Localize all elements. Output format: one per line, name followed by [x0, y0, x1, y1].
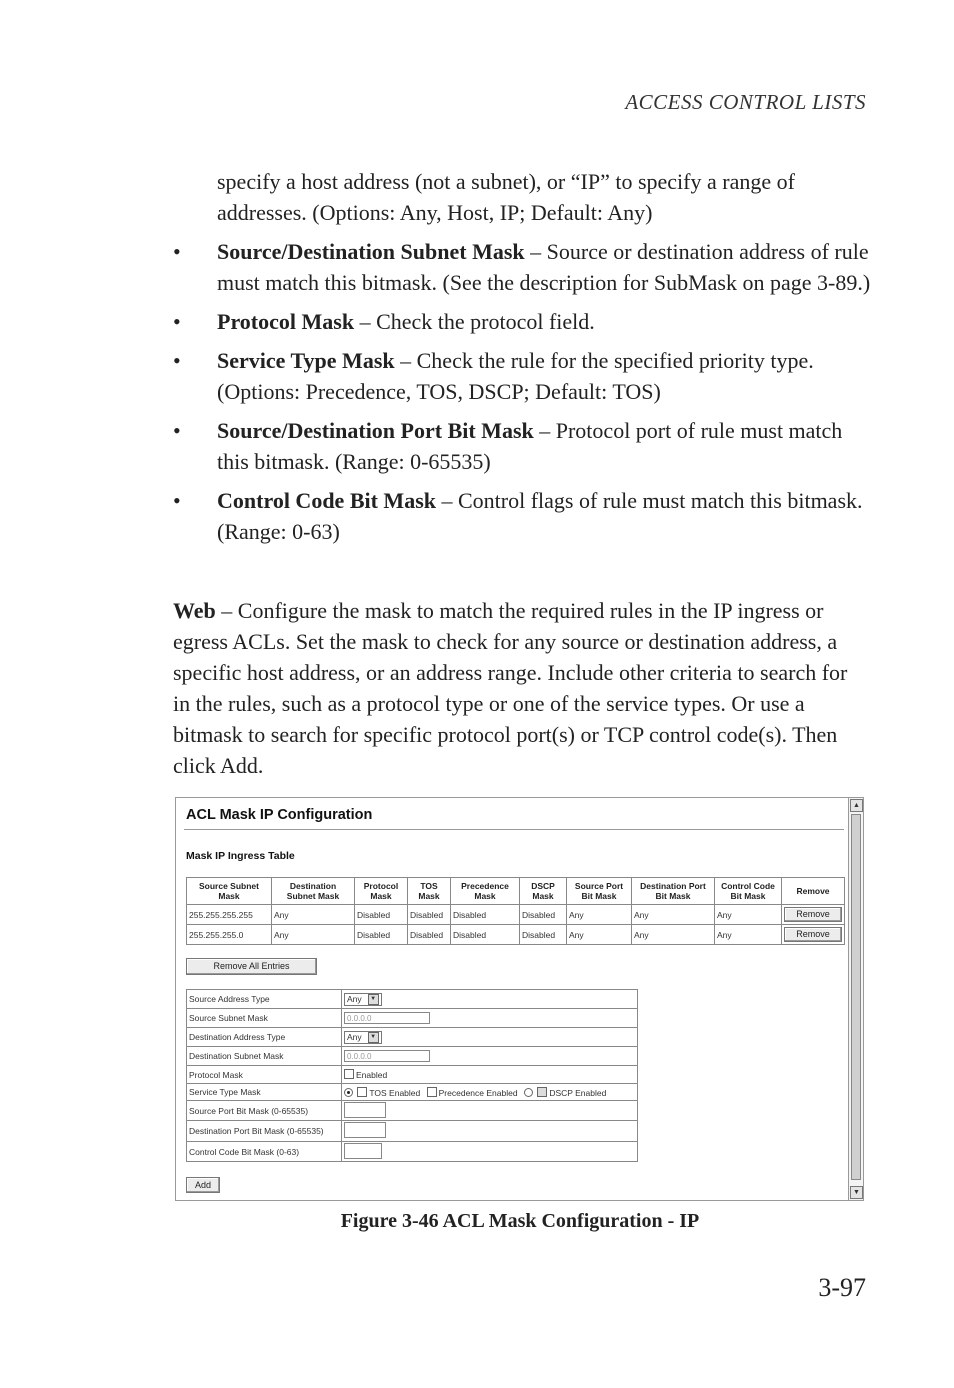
cell: Any [715, 905, 782, 925]
col-dscp-mask: DSCP Mask [520, 878, 567, 905]
form-cell [342, 1121, 638, 1142]
cell: Disabled [451, 905, 520, 925]
bullet-list [173, 236, 873, 555]
cell: 255.255.255.0 [187, 925, 272, 945]
bullet-dot: • [173, 488, 181, 513]
protocol-mask-checkbox[interactable] [344, 1069, 354, 1079]
form-cell [342, 1084, 638, 1101]
list-item [173, 485, 873, 547]
table-row [187, 925, 845, 945]
bullet-dot: • [173, 309, 181, 334]
tos-radio[interactable] [344, 1088, 353, 1097]
remove-all-entries-button[interactable]: Remove All Entries [186, 958, 317, 975]
control-code-bit-mask-label: Control Code Bit Mask (0-63) [187, 1142, 342, 1162]
vertical-scrollbar[interactable] [848, 798, 863, 1200]
page-number: 3-97 [818, 1273, 866, 1302]
tos-label: TOS Enabled [369, 1087, 421, 1098]
protocol-mask-label: Protocol Mask [187, 1066, 342, 1084]
destination-address-type-select[interactable]: Any ▼ [344, 1031, 382, 1044]
bullet-term: Source/Destination Subnet Mask [217, 239, 525, 264]
form-cell [342, 1066, 638, 1084]
scroll-thumb[interactable] [851, 814, 861, 1180]
precedence-checkbox[interactable] [427, 1087, 437, 1097]
dscp-checkbox[interactable] [537, 1087, 547, 1097]
cell [782, 925, 845, 945]
precedence-label: Precedence Enabled [438, 1087, 518, 1098]
form-row [187, 1047, 638, 1066]
service-type-mask-label: Service Type Mask [187, 1084, 342, 1101]
source-address-type-select[interactable]: Any ▼ [344, 993, 382, 1006]
source-subnet-mask-input[interactable]: 0.0.0.0 [344, 1012, 430, 1024]
scroll-down-icon[interactable]: ▼ [850, 1186, 863, 1199]
bullet-dot: • [173, 418, 181, 443]
col-destination-port-bit-mask: Destination Port Bit Mask [632, 878, 715, 905]
chevron-down-icon: ▼ [368, 994, 379, 1005]
figure-caption: Figure 3-46 ACL Mask Configuration - IP [340, 1210, 700, 1232]
dscp-radio[interactable] [524, 1088, 533, 1097]
bullet-desc: – Check the rule for the specified priority type. (Options: Precedence, TOS, DSCP; Default: TOS) [217, 348, 814, 404]
col-source-port-bit-mask: Source Port Bit Mask [567, 878, 632, 905]
col-protocol-mask: Protocol Mask [355, 878, 408, 905]
form-cell [342, 1009, 638, 1028]
add-button[interactable]: Add [186, 1177, 220, 1193]
web-term: Web [173, 598, 216, 623]
table-header-row [187, 878, 845, 905]
cell: Disabled [408, 905, 451, 925]
destination-port-bit-mask-label: Destination Port Bit Mask (0-65535) [187, 1121, 342, 1142]
form-row [187, 1121, 638, 1142]
cell: Disabled [408, 925, 451, 945]
bullet-desc: – Check the protocol field. [354, 309, 595, 334]
cell: Any [632, 925, 715, 945]
col-precedence-mask: Precedence Mask [451, 878, 520, 905]
running-head: ACCESS CONTROL LISTS [625, 90, 866, 114]
scroll-up-icon[interactable]: ▲ [850, 799, 863, 812]
form-cell [342, 1142, 638, 1162]
bullet-term: Service Type Mask [217, 348, 395, 373]
continuation-text: specify a host address (not a subnet), or “IP” to specify a range of addresses. (Options: Any, Host, IP; Default: Any) [217, 169, 795, 225]
list-item [173, 236, 873, 298]
table-title: Mask IP Ingress Table [186, 850, 295, 862]
web-paragraph [173, 595, 867, 781]
control-code-bit-mask-input[interactable] [344, 1143, 382, 1159]
cell: Any [272, 925, 355, 945]
col-control-code-bit-mask: Control Code Bit Mask [715, 878, 782, 905]
cell: Any [567, 905, 632, 925]
destination-address-type-label: Destination Address Type [187, 1028, 342, 1047]
bullet-term: Protocol Mask [217, 309, 355, 334]
form-cell [342, 990, 638, 1009]
form-row [187, 1066, 638, 1084]
form-row [187, 1009, 638, 1028]
table-row [187, 905, 845, 925]
col-source-subnet-mask: Source Subnet Mask [187, 878, 272, 905]
destination-port-bit-mask-input[interactable] [344, 1122, 386, 1138]
bullet-dot: • [173, 239, 181, 264]
chevron-down-icon: ▼ [368, 1032, 379, 1043]
destination-subnet-mask-input[interactable]: 0.0.0.0 [344, 1050, 430, 1062]
tos-checkbox[interactable] [357, 1087, 367, 1097]
cell: Disabled [355, 925, 408, 945]
bullet-desc: – Source or destination address of rule must match this bitmask. (See the description for SubMask on page 3-89.) [217, 239, 871, 295]
destination-subnet-mask-label: Destination Subnet Mask [187, 1047, 342, 1066]
dscp-label: DSCP Enabled [549, 1087, 607, 1098]
cell: Any [272, 905, 355, 925]
list-item [173, 415, 873, 477]
cell: Any [715, 925, 782, 945]
title-divider [184, 829, 844, 830]
form-cell [342, 1047, 638, 1066]
bullet-desc: – Protocol port of rule must match this bitmask. (Range: 0-65535) [217, 418, 843, 474]
acl-mask-screenshot [175, 797, 864, 1201]
mask-ingress-table [186, 877, 845, 945]
cell: Disabled [520, 905, 567, 925]
cell: Disabled [355, 905, 408, 925]
form-row [187, 1084, 638, 1101]
cell: Any [632, 905, 715, 925]
list-item [173, 306, 873, 337]
web-desc: – Configure the mask to match the required rules in the IP ingress or egress ACLs. Set the mask to check for any source or destination address, a specific host address, or an address range. Include other criteria to search for in the rules, such as a protocol type or one of the service types. Or use a bitmask to search for specific protocol port(s) or TCP control code(s). Then click Add. [173, 598, 848, 778]
source-port-bit-mask-input[interactable] [344, 1102, 386, 1118]
remove-button[interactable]: Remove [784, 907, 842, 922]
col-tos-mask: TOS Mask [408, 878, 451, 905]
form-row [187, 990, 638, 1009]
cell: Disabled [520, 925, 567, 945]
cell: Any [567, 925, 632, 945]
form-row [187, 1142, 638, 1162]
form-cell [342, 1101, 638, 1121]
source-subnet-mask-label: Source Subnet Mask [187, 1009, 342, 1028]
form-cell [342, 1028, 638, 1047]
window-title: ACL Mask IP Configuration [186, 807, 373, 823]
source-port-bit-mask-label: Source Port Bit Mask (0-65535) [187, 1101, 342, 1121]
remove-button[interactable]: Remove [784, 927, 842, 942]
source-address-type-label: Source Address Type [187, 990, 342, 1009]
col-remove: Remove [782, 878, 845, 905]
cell: Disabled [451, 925, 520, 945]
protocol-mask-checkbox-label: Enabled [356, 1070, 388, 1080]
cell: 255.255.255.255 [187, 905, 272, 925]
bullet-term: Source/Destination Port Bit Mask [217, 418, 534, 443]
col-destination-subnet-mask: Destination Subnet Mask [272, 878, 355, 905]
bullet-desc: – Control flags of rule must match this bitmask. (Range: 0-63) [217, 488, 863, 544]
form-row [187, 1028, 638, 1047]
form-row [187, 1101, 638, 1121]
cell [782, 905, 845, 925]
list-item [173, 345, 873, 407]
bullet-term: Control Code Bit Mask [217, 488, 436, 513]
mask-form [186, 989, 638, 1162]
bullet-dot: • [173, 348, 181, 373]
